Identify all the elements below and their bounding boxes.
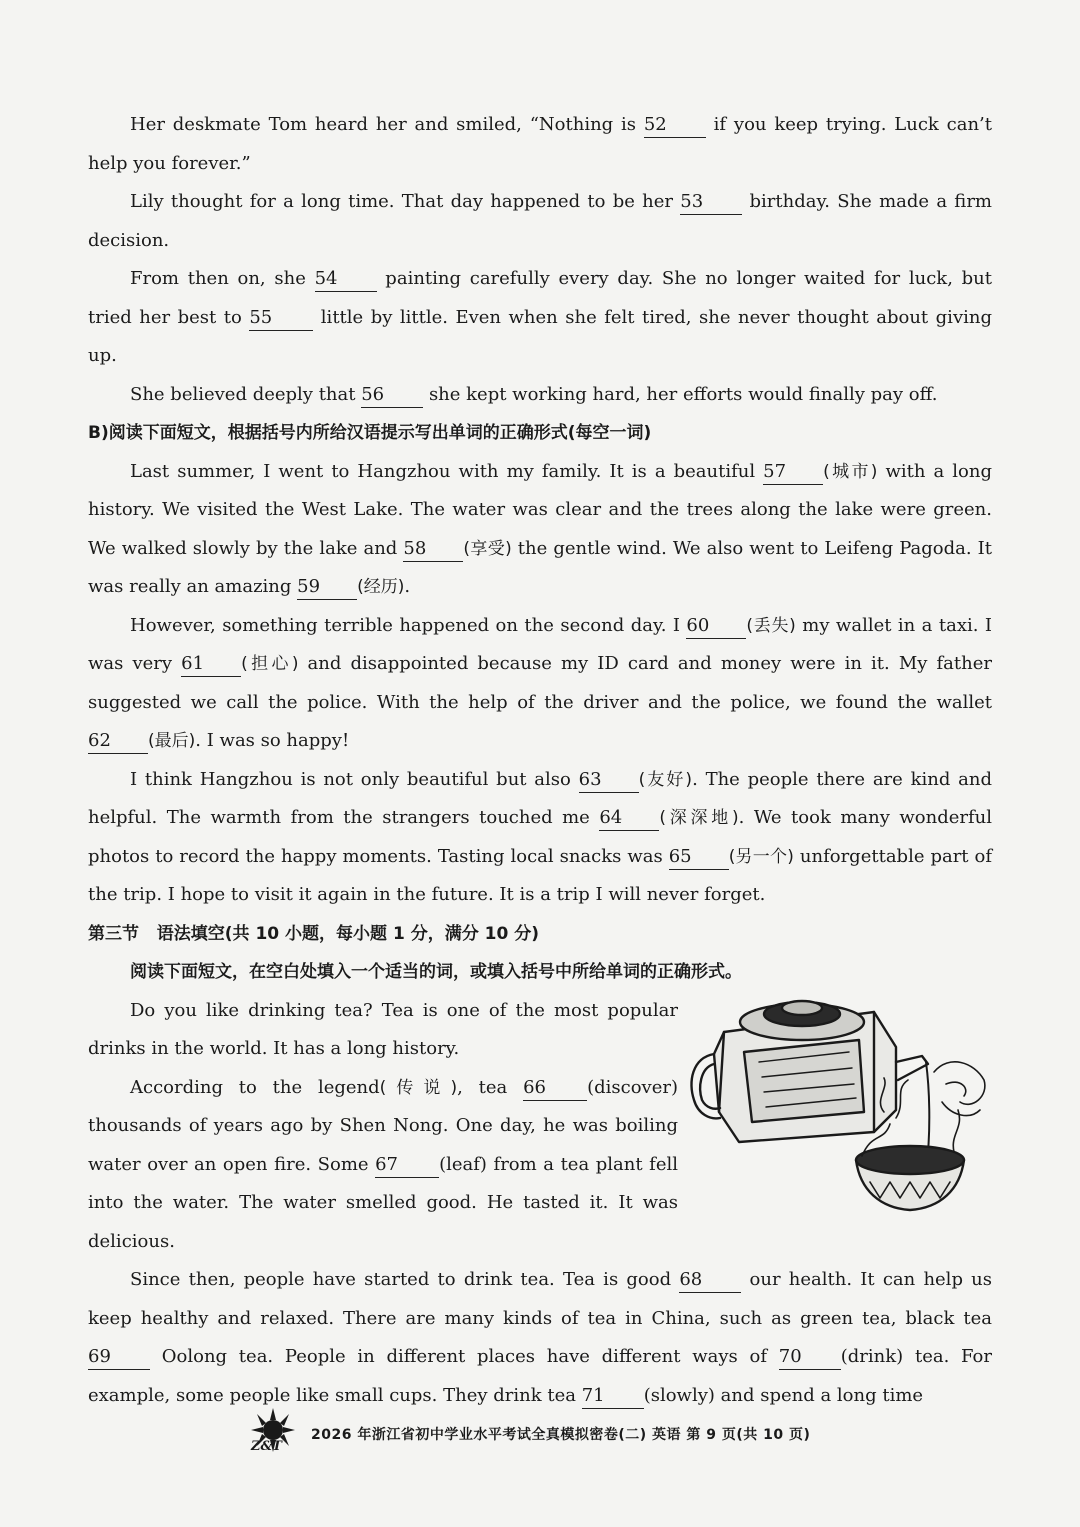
blank-54[interactable]: 54 bbox=[315, 267, 377, 292]
blank-59[interactable]: 59 bbox=[297, 575, 357, 600]
paragraph: Do you like drinking tea? Tea is one of the most popular drinks in the world. It has a long history. bbox=[88, 999, 678, 1059]
publisher-logo bbox=[243, 1408, 301, 1460]
blank-60[interactable]: 60 bbox=[686, 614, 746, 639]
paragraph: According to the legend(传说), tea 66 (discover) thousands of years ago by Shen Nong. One day, he was boiling water over an open fire. Some 67 (leaf) from a tea plant fell into the water. The water smelled good. He tasted it. It was delicious. bbox=[88, 1076, 678, 1252]
blank-69[interactable]: 69 bbox=[88, 1345, 150, 1370]
paragraph: Last summer, I went to Hangzhou with my family. It is a beautiful 57 (城市) with a long history. We visited the West Lake. The water was clear and the trees along the lake were green. We walked slowly by the lake and 58 (享受) the gentle wind. We also went to Leifeng Pagoda. It was really an amazing 59 (经历). bbox=[88, 453, 992, 607]
paragraph: She believed deeply that 56 she kept working hard, her efforts would finally pay off. bbox=[88, 376, 992, 415]
blank-52[interactable]: 52 bbox=[644, 113, 706, 138]
paragraph: I think Hangzhou is not only beautiful but also 63 (友好). The people there are kind and helpful. The warmth from the strangers touched me 64 (深深地). We took many wonderful photos to record the happy moments. Tasting local snacks was 65 (另一个) unforgettable part of the trip. I hope to visit it again in the future. It is a trip I will never forget. bbox=[88, 768, 993, 905]
paragraph: However, something terrible happened on the second day. I 60 (丢失) my wallet in a taxi. I was very 61 (担心) and disappointed because my ID card and money were in it. My father suggested we call the police. With the help of the driver and the police, we found the wallet 62 (最后). I was so happy! bbox=[88, 607, 992, 761]
blank-53[interactable]: 53 bbox=[680, 190, 742, 215]
blank-66[interactable]: 66 bbox=[523, 1076, 587, 1101]
blank-70[interactable]: 70 bbox=[779, 1345, 841, 1370]
blank-68[interactable]: 68 bbox=[679, 1268, 741, 1293]
tea-text-column bbox=[88, 992, 678, 1262]
paragraph: From then on, she 54 painting carefully every day. She no longer waited for luck, but tried her best to 55 little by little. Even when she felt tired, she never thought about giving up. bbox=[88, 268, 993, 366]
teapot-illustration bbox=[684, 992, 992, 1220]
blank-55[interactable]: 55 bbox=[249, 306, 313, 331]
blank-65[interactable]: 65 bbox=[669, 845, 729, 870]
blank-56[interactable]: 56 bbox=[361, 383, 423, 408]
page-footer bbox=[0, 1408, 1080, 1460]
blank-58[interactable]: 58 bbox=[403, 537, 463, 562]
blank-57[interactable]: 57 bbox=[763, 460, 823, 485]
logo-text: Z&T bbox=[251, 1439, 282, 1454]
section-b-heading: B)阅读下面短文，根据括号内所给汉语提示写出单词的正确形式(每空一词) bbox=[88, 423, 652, 443]
paragraph: Lily thought for a long time. That day happened to be her 53 birthday. She made a firm decision. bbox=[88, 191, 992, 251]
blank-64[interactable]: 64 bbox=[599, 806, 659, 831]
tea-passage bbox=[88, 992, 992, 1262]
teapot-icon bbox=[684, 992, 992, 1220]
section-3-heading: 第三节 语法填空(共 10 小题，每小题 1 分，满分 10 分) bbox=[88, 923, 539, 944]
paragraph: Since then, people have started to drink tea. Tea is good 68 our health. It can help us keep healthy and relaxed. There are many kinds of tea in China, such as green tea, black tea 69 Oolong tea. People in different places have different ways of 70 (drink) tea. For example, some people like small cups. They drink tea 71 (slowly) and spend a long time bbox=[88, 1261, 992, 1415]
blank-71[interactable]: 71 bbox=[582, 1384, 644, 1409]
blank-63[interactable]: 63 bbox=[579, 768, 639, 793]
section-3-instruction: 阅读下面短文，在空白处填入一个适当的词，或填入括号中所给单词的正确形式。 bbox=[130, 962, 742, 982]
blank-67[interactable]: 67 bbox=[375, 1153, 439, 1178]
blank-62[interactable]: 62 bbox=[88, 729, 148, 754]
passage-a-end bbox=[88, 106, 992, 1415]
page-number-footer: 2026 年浙江省初中学业水平考试全真模拟密卷(二) 英语 第 9 页(共 10 页) bbox=[311, 1427, 811, 1443]
blank-61[interactable]: 61 bbox=[181, 652, 241, 677]
paragraph: Her deskmate Tom heard her and smiled, “Nothing is 52 if you keep trying. Luck can’t help you forever.” bbox=[88, 114, 993, 174]
